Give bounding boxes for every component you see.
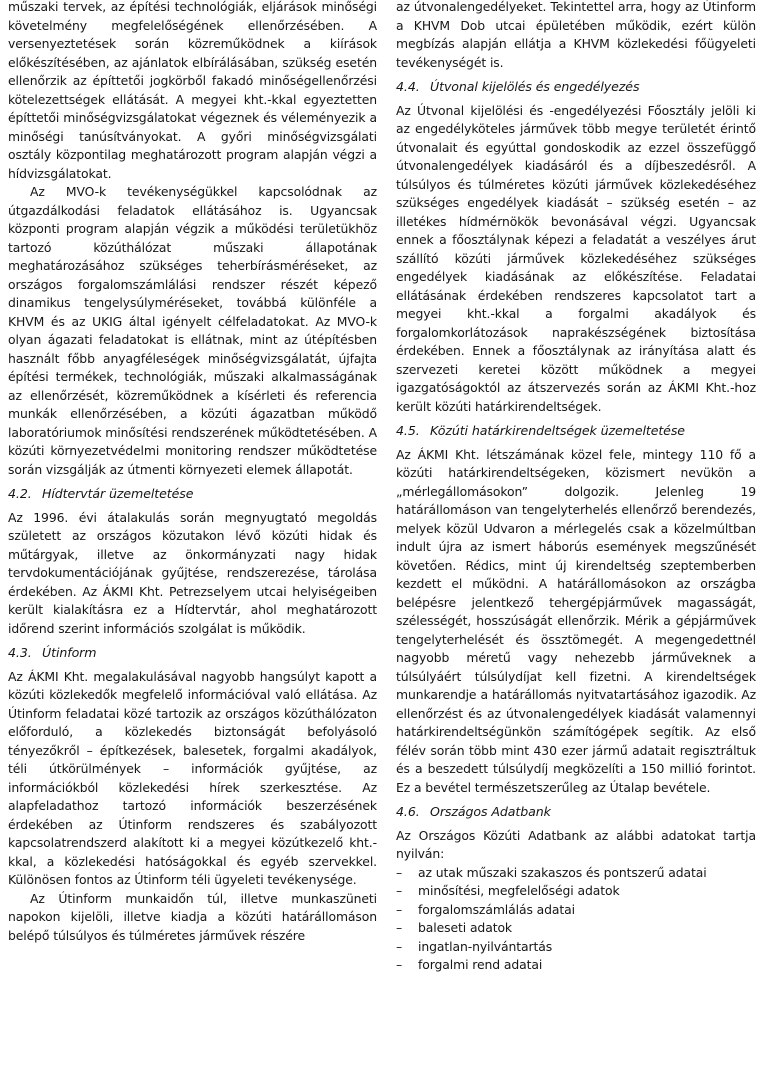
left-column [8, 0, 377, 945]
list-dash: – [396, 920, 403, 936]
paragraph: Az MVO-k tevékenységükkel kapcsolódnak az útgazdálkodási feladatok ellátásához is. Ugyancsak központi program alapján végzik a működési területükhöz tartozó közúthálózat műszaki állapotának meghatározásához szükséges teherbírásméréseket, az országos forgalomszámlálási rendszer részét képező dinamikus tengelysúlyméréseket, továbbá különféle a KHVM és az UKIG által igényelt célfeladatokat. Az MVO-k olyan ágazati feladatokat is ellátnak, mint az útépítésben használt főbb anyagféleségek minőségvizsgálatát, újfajta építési termékek, technológiák, műszaki alkalmasságának az ellenőrzését, közreműködnek a kísérleti és referencia munkák ellenőrzésében, a közúti ágazatban működő laboratóriumok minősítési rendszerének működtetésében. A közúti környezetvédelmi monitoring rendszer működtetése során vizsgálják az útmenti környezeti elemek állapotát. [8, 184, 377, 477]
list-item-text: ingatlan-nyilvántartás [418, 938, 553, 954]
section-number: 4.4. [396, 79, 420, 94]
list-item-text: forgalomszámlálás adatai [418, 901, 576, 917]
section-title: Országos Adatbank [430, 804, 551, 819]
paragraph: az útvonalengedélyeket. Tekintettel arra, hogy az Útinform a KHVM Dob utcai épületében működik, ezért külön megbízás alapján ellátja a KHVM közlekedési főügyeleti tevékenységét is. [396, 0, 756, 70]
paragraph: Az Útvonal kijelölési és -engedélyezési Főosztály jelöli ki az engedélyköteles járművek több megye területét érintő útvonalait és egyúttal gondoskodik az ezzel összefüggő útvonalengedélyek kiadásáról és a díjbeszedésről. A túlsúlyos és túlméretes közúti járművek közlekedéséhez szükséges engedélyek kiadását – szükség esetén – az illetékes hídmérnökök bevonásával végzi. Ugyancsak ennek a főosztálynak képezi a feladatát a veszélyes árut szállító közúti járművek közlekedéséhez szükséges engedélyek kiadásának az előkészítése. Feladatai ellátásának érdekében rendszeres kapcsolatot tart a megyei kht.-kkal a forgalmi akadályok és forgalomkorlátozások naprakészségének biztosítása érdekében. Ennek a főosztálynak az irányítása alatt és szervezeti keretei között működnek a megyei igazgatóságoktól az átszervezés során az ÁKMI Kht.-hoz került közúti határkirendeltségek. [396, 102, 756, 414]
section-title: Hídtervtár üzemeltetése [42, 486, 194, 501]
list-dash: – [396, 938, 403, 954]
right-column [396, 0, 756, 975]
list-dash: – [396, 957, 403, 973]
paragraph: műszaki tervek, az építési technológiák, eljárások minőségi követelmény megfelelőségének ellenőrzésében. A versenyeztetések során közreműködnek a kiírások előkészítésében, az ajánlatok elbírálásában, szükség esetén ellenőrzik az építtetői jogkörből fakadó minőségellenőrzési kötelezettségek ellátását. A megyei kht.-kkal egyeztetten építtetői minőségvizsgálatokat végeznek és véleményezik a minőségi tanúsítványokat. A győri minőségvizsgálati osztály központilag meghatározott program alapján végzi a hídvizsgálatokat. [8, 0, 377, 181]
section-title: Közúti határkirendeltségek üzemeltetése [430, 423, 685, 438]
list-item-text: minősítési, megfelelőségi adatok [418, 883, 620, 899]
section-number: 4.2. [8, 486, 32, 501]
paragraph: Az Országos Közúti Adatbank az alábbi adatokat tartja nyilván: [396, 827, 756, 861]
list-item [396, 864, 756, 883]
list-item [396, 919, 756, 938]
paragraph: Az 1996. évi átalakulás során megnyugtató megoldás született az országos közutakon lévő közúti hidak és műtárgyak, illetve az önkormányzati nagy hidak tervdokumentációjának gyűjtése, rendszerezése, tárolása érdekében. Az ÁKMI Kht. Petrezselyem utcai helyiségeiben került kialakításra ez a Hídtervtár, ahol meghatározott időrend szerint információs szolgálat is működik. [8, 509, 377, 636]
section-heading-4-4 [396, 78, 756, 97]
paragraph: Az ÁKMI Kht. létszámának közel fele, mintegy 110 fő a közúti határkirendeltségeken, közismert nevükön a „mérlegállomásokon” dolgozik. Jelenleg 19 határállomáson van tengelyterhelés ellenőrző berendezés, melyek közül Udvaron a mérlegelés csak a közelmúltban indult újra az ismert háborús események megszűnését követően. Rédics, mint új kirendeltség szeptemberben kezdett el működni. A határállomásokon az országba belépésre jelentkező tehergépjárművek magasságát, szélességét, hosszúságát ellenőrzik. Mérik a gépjárművek tengelyterhelését és össztömegét. A megengedettnél nagyobb méretű vagy nehezebb járműveknek a túlsúlyáért túlsúlydíjat kell fizetni. A kirendeltségek munkarendje a határállomás nyitvatartásához igazodik. Az ellenőrzést és az útvonalengedélyek kiadását valamennyi határkirendeltségünkön számítógépek segítik. Az első félév során több mint 430 ezer jármű adatait regisztráltuk és a beszedett túlsúlydíj megközelíti a 150 millió forintot. Ez a bevétel természetszerűleg az Útalap bevétele. [396, 446, 756, 795]
list-dash: – [396, 901, 403, 917]
section-number: 4.3. [8, 645, 32, 660]
section-number: 4.6. [396, 804, 420, 819]
list-item-text: forgalmi rend adatai [418, 957, 543, 973]
section-title: Útvonal kijelölés és engedélyezés [430, 79, 640, 94]
section-heading-4-3 [8, 644, 377, 663]
list-item [396, 901, 756, 920]
section-heading-4-2 [8, 485, 377, 504]
list-item [396, 938, 756, 957]
paragraph: Az ÁKMI Kht. megalakulásával nagyobb hangsúlyt kapott a közúti közlekedők megfelelő információval való ellátása. Az Útinform feladatai közé tartozik az országos közúthálózaton előforduló, a közlekedés biztonságát befolyásoló tényezőkről – építkezések, balesetek, forgalmi akadályok, téli útkörülmények – információk gyűjtése, az információkból közlekedési hírek szerkesztése. Az alapfeladathoz tartozó információk beszerzésének érdekében az Útinform rendszeres és szabályozott kapcsolatrendszerd alakított ki a megyei közútkezelő kht.-kkal, a közlekedési hatóságokkal és egyéb szervekkel. Különösen fontos az Útinform téli ügyeleti tevékenysége. [8, 668, 377, 887]
paragraph: Az Útinform munkaidőn túl, illetve munkaszüneti napokon kijelöli, illetve kiadja a közúti határállomáson belépő túlsúlyos és túlméretes járművek részére [8, 890, 377, 943]
section-number: 4.5. [396, 423, 420, 438]
list-item-text: az utak műszaki szakaszos és pontszerű adatai [418, 864, 707, 880]
data-list [396, 864, 756, 976]
list-item [396, 882, 756, 901]
section-heading-4-6 [396, 803, 756, 822]
list-dash: – [396, 883, 403, 899]
list-dash: – [396, 864, 403, 880]
list-item-text: baleseti adatok [418, 920, 513, 936]
section-title: Útinform [42, 645, 97, 660]
list-item [396, 956, 756, 975]
section-heading-4-5 [396, 422, 756, 441]
